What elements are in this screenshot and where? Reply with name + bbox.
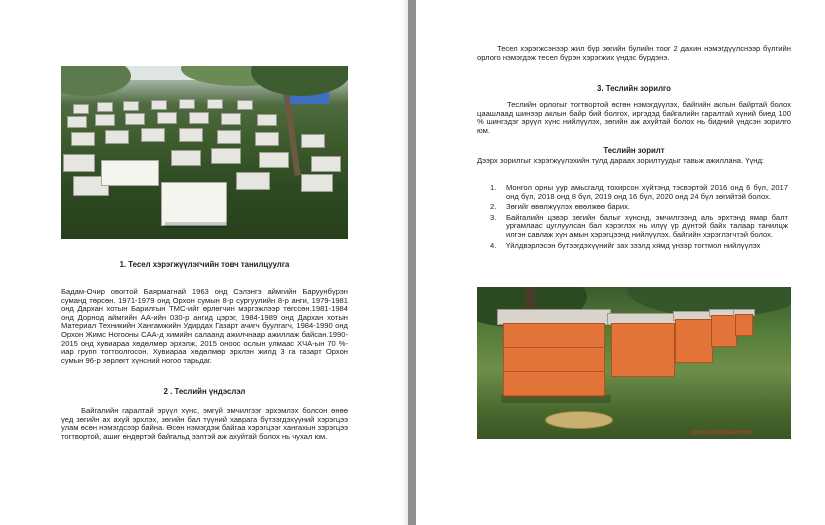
goals-subheading: Теслийн зорилт [603, 146, 665, 155]
section2-heading: 2 . Теслийн үндэслэл [163, 387, 246, 396]
section3-paragraph: Теслийн орлогыг тогтвортой өсгөн нэмэгдүүлэх, байгийн аклын байртай болох цаашлаад шинээр аклын байр бий болгох, иргэдэд байгалийн гаралтай хүний биед 100 % шингэдэг эрүүл хүнс нийлүүлэх, зөгийн аж ахуйтай болох нь бидний үндсэн зорилго юм. [477, 100, 791, 135]
goal-item: 4. Үйлдвэрлэсэн бүтээгдэхүүнийг зах зээлд хямд үнээр тогтмол нийлүүлэх [490, 240, 761, 250]
left-page [0, 0, 408, 525]
goals-list [486, 184, 788, 252]
goal-item: 1. Монгол орны уур амьсгалд тохирсон хүйтэнд тэсвэртэй 2016 онд 6 бүл, 2017 онд бүл, 2018 онд 8 бүл, 2019 онд 16 бүл, 2020 онд 24 бүл зөгийтэй болох. [490, 183, 788, 201]
section2-paragraph: Байгалийн гаралтай эрүүл хүнс, эмгүй эмчилгээг эрхэмлэх болсон өнөө үед зөгийн ах ахуй эрхлэх, зөгийн бал түүний хаврага бүтээгдэхүүний хэрэгцээ улам өсөн нэмэгдсээр байна. Өсөн нэмэгдэж байгаа хэрэгцээг хангахын зэрэгцээ тогтвортой, ашиг өндөртэй байгальд ээлтэй аж ахуйтай болох нь чухал юм. [61, 406, 348, 441]
goal-item: 3. Байгалийн цэвэр зөгийн балыг хүнснд, эмчилгээнд аль эрхтэнд ямар балт ургамлаас цуглуулсан бал хэрэглэх нь илүү үр дүнтэй байх талаар танилцж илгэн савлаж хүн амын хэрэгцээнд нийлүүлэх. байгийн хэрэглэгчтэй болох. [490, 212, 788, 239]
apiary-photo-left [61, 66, 348, 239]
apiary-photo-right [477, 287, 791, 439]
intro-paragraph: Тесел хэрэгжсэнээр жил бүр зөгийн булийн тоог 2 дахин нэмэгдүүлснээр бүлгийн орлого нэмэгдэж тесел бүрэн хэрэгжих үндэс бүрдэнэ. [477, 44, 791, 62]
section1-paragraph: Бадам-Очир овогтой Баярмагнай 1963 онд Сэлэнгэ аймгийн Баруунбүрэн суманд төрсөн. 1971-1979 онд Орхон сумын 8-р сургуулийн 8-р анги, 1979-1981 онд Дархан хотын Барилгын ТМС-ийг өрлөгчин мэргэжлээр төгссөн.1981-1984 онд Дорнод аймгийн АА-ийн 030-р ангид цэрэг, 1984-1989 онд Дархан хотын Материал Техникийн Хангамжийн Удирдах Газарт ачигч буулгагч, 1984-1990 онд Орхон Жимс Ногооны СAA-д химийн салаанд ажилчнаар ажиллаж байсан.1990-2015 онд хувиараа хөдөлмөр эрхэлж, 2015 оноос ослын улмаас ХЧА-ын 70 %-иар групп тогтоолгосон. Хувиараа хөдөлмөр эрхлэн жилд 3 га газарт Орхон сумын 96-р зөрлөгт хүнсний ногоо тарьдаг. [61, 287, 348, 365]
page-separator [408, 0, 416, 525]
section1-heading: 1. Тесел хэрэгжүүлэгчийн товч танилцуулга [119, 260, 290, 269]
photo-watermark: zyoxactionkhaanmon [691, 429, 753, 436]
goal-item: 2. Зөгийг өвөлжүүлэх өвөлжөө барих. [490, 202, 630, 212]
section3-heading: 3. Теслийн зорилго [597, 84, 671, 93]
right-page [416, 0, 825, 525]
goals-intro: Дээрх зорилгыг хэрэгжүүлэхийн тулд дараах зорилтуудыг тавьж ажиллана. Үүнд: [477, 156, 764, 165]
